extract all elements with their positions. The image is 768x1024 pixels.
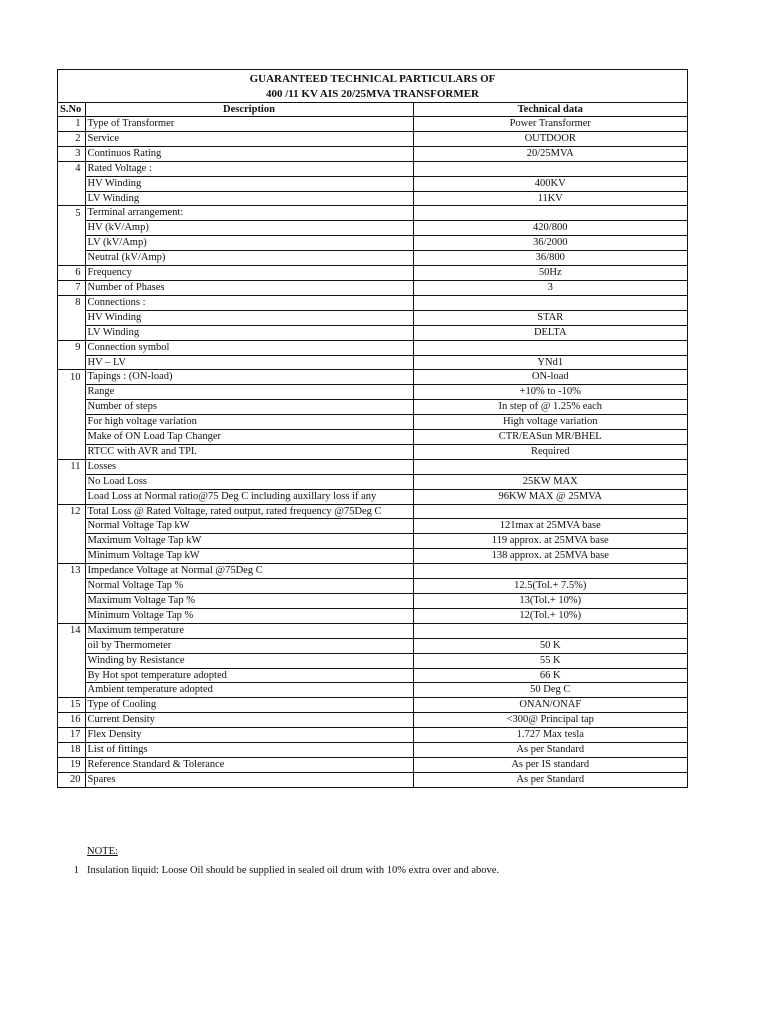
row-number: 17 bbox=[58, 728, 85, 743]
row-technical-data: OUTDOOR bbox=[413, 131, 687, 146]
table-row bbox=[58, 161, 687, 176]
row-number: 6 bbox=[58, 266, 85, 281]
table-row bbox=[58, 698, 687, 713]
row-number: 3 bbox=[58, 146, 85, 161]
row-number: 13 bbox=[58, 564, 85, 579]
row-technical-data: As per IS standard bbox=[413, 757, 687, 772]
table-row bbox=[58, 236, 687, 251]
row-description: Minimum Voltage Tap kW bbox=[85, 549, 413, 564]
row-number: 2 bbox=[58, 131, 85, 146]
row-technical-data bbox=[413, 161, 687, 176]
table-row bbox=[58, 549, 687, 564]
table-row bbox=[58, 668, 687, 683]
row-technical-data: CTR/EASun MR/BHEL bbox=[413, 430, 687, 445]
table-row bbox=[58, 385, 687, 400]
row-description: Load Loss at Normal ratio@75 Deg C including auxillary loss if any bbox=[85, 489, 413, 504]
row-description: HV Winding bbox=[85, 176, 413, 191]
header-description: Description bbox=[85, 103, 413, 117]
row-description: Minimum Voltage Tap % bbox=[85, 608, 413, 623]
note-text: Insulation liquid: Loose Oil should be supplied in sealed oil drum with 10% extra over and above. bbox=[87, 865, 500, 876]
row-technical-data bbox=[413, 564, 687, 579]
row-description: Number of steps bbox=[85, 400, 413, 415]
row-technical-data: 36/800 bbox=[413, 251, 687, 266]
row-technical-data: 13(Tol.+ 10%) bbox=[413, 594, 687, 609]
row-technical-data bbox=[413, 459, 687, 474]
particulars-table bbox=[58, 102, 687, 787]
row-technical-data: ON-load bbox=[413, 370, 687, 385]
table-row bbox=[58, 206, 687, 221]
row-technical-data: As per Standard bbox=[413, 743, 687, 758]
table-row bbox=[58, 266, 687, 281]
row-description: Normal Voltage Tap % bbox=[85, 579, 413, 594]
row-description: Winding by Resistance bbox=[85, 653, 413, 668]
title-line-2: 400 /11 KV AIS 20/25MVA TRANSFORMER bbox=[265, 88, 479, 100]
header-sno: S.No bbox=[58, 103, 85, 117]
table-row bbox=[58, 519, 687, 534]
row-number bbox=[58, 683, 85, 698]
row-technical-data: DELTA bbox=[413, 325, 687, 340]
row-description: List of fittings bbox=[85, 743, 413, 758]
row-technical-data: 138 approx. at 25MVA base bbox=[413, 549, 687, 564]
row-number bbox=[58, 415, 85, 430]
table-row bbox=[58, 579, 687, 594]
row-description: Terminal arrangement: bbox=[85, 206, 413, 221]
row-description: Tapings : (ON-load) bbox=[85, 370, 413, 385]
row-technical-data: 121max at 25MVA base bbox=[413, 519, 687, 534]
row-technical-data: 50 Deg C bbox=[413, 683, 687, 698]
row-number bbox=[58, 444, 85, 459]
row-number bbox=[58, 236, 85, 251]
row-description: Connections : bbox=[85, 295, 413, 310]
note-heading: NOTE: bbox=[87, 846, 118, 857]
row-number bbox=[58, 430, 85, 445]
row-description: LV Winding bbox=[85, 191, 413, 206]
row-description: LV Winding bbox=[85, 325, 413, 340]
row-description: Connection symbol bbox=[85, 340, 413, 355]
row-description: HV – LV bbox=[85, 355, 413, 370]
table-row bbox=[58, 221, 687, 236]
row-description: Flex Density bbox=[85, 728, 413, 743]
row-technical-data: 11KV bbox=[413, 191, 687, 206]
row-number bbox=[58, 400, 85, 415]
row-number bbox=[58, 310, 85, 325]
row-description: Reference Standard & Tolerance bbox=[85, 757, 413, 772]
table-row bbox=[58, 400, 687, 415]
row-number: 14 bbox=[58, 623, 85, 638]
row-number bbox=[58, 474, 85, 489]
table-row bbox=[58, 310, 687, 325]
row-number bbox=[58, 653, 85, 668]
table-row bbox=[58, 638, 687, 653]
table-row bbox=[58, 355, 687, 370]
row-technical-data: 50Hz bbox=[413, 266, 687, 281]
row-description: Losses bbox=[85, 459, 413, 474]
row-description: Frequency bbox=[85, 266, 413, 281]
row-description: Current Density bbox=[85, 713, 413, 728]
header-technical-data: Technical data bbox=[413, 103, 687, 117]
table-row bbox=[58, 594, 687, 609]
table-row bbox=[58, 430, 687, 445]
table-row bbox=[58, 683, 687, 698]
row-number bbox=[58, 489, 85, 504]
notes-section bbox=[57, 846, 697, 876]
row-technical-data: 96KW MAX @ 25MVA bbox=[413, 489, 687, 504]
row-description: Number of Phases bbox=[85, 280, 413, 295]
table-row bbox=[58, 146, 687, 161]
row-technical-data: ONAN/ONAF bbox=[413, 698, 687, 713]
row-number bbox=[58, 385, 85, 400]
row-description: Impedance Voltage at Normal @75Deg C bbox=[85, 564, 413, 579]
row-description: LV (kV/Amp) bbox=[85, 236, 413, 251]
row-number bbox=[58, 221, 85, 236]
table-row bbox=[58, 176, 687, 191]
row-number bbox=[58, 251, 85, 266]
row-technical-data bbox=[413, 623, 687, 638]
row-technical-data: STAR bbox=[413, 310, 687, 325]
row-description: Range bbox=[85, 385, 413, 400]
table-body bbox=[58, 117, 687, 787]
row-description: Make of ON Load Tap Changer bbox=[85, 430, 413, 445]
table-row bbox=[58, 728, 687, 743]
row-technical-data: As per Standard bbox=[413, 772, 687, 786]
row-technical-data: 55 K bbox=[413, 653, 687, 668]
table-row bbox=[58, 295, 687, 310]
row-number bbox=[58, 579, 85, 594]
row-number bbox=[58, 176, 85, 191]
row-number: 19 bbox=[58, 757, 85, 772]
row-technical-data: 3 bbox=[413, 280, 687, 295]
table-row bbox=[58, 743, 687, 758]
row-description: No Load Loss bbox=[85, 474, 413, 489]
row-description: Maximum temperature bbox=[85, 623, 413, 638]
row-technical-data bbox=[413, 206, 687, 221]
row-number bbox=[58, 325, 85, 340]
row-technical-data: 36/2000 bbox=[413, 236, 687, 251]
row-technical-data: YNd1 bbox=[413, 355, 687, 370]
row-description: Continuos Rating bbox=[85, 146, 413, 161]
table-row bbox=[58, 444, 687, 459]
row-number bbox=[58, 668, 85, 683]
row-technical-data: High voltage variation bbox=[413, 415, 687, 430]
row-number: 1 bbox=[58, 117, 85, 132]
row-number: 10 bbox=[58, 370, 85, 385]
row-number: 11 bbox=[58, 459, 85, 474]
row-technical-data: 50 K bbox=[413, 638, 687, 653]
row-technical-data: 119 approx. at 25MVA base bbox=[413, 534, 687, 549]
row-number: 8 bbox=[58, 295, 85, 310]
row-description: RTCC with AVR and TPI. bbox=[85, 444, 413, 459]
row-technical-data: In step of @ 1.25% each bbox=[413, 400, 687, 415]
table-row bbox=[58, 504, 687, 519]
table-row bbox=[58, 757, 687, 772]
technical-particulars-sheet bbox=[57, 69, 688, 788]
row-number bbox=[58, 638, 85, 653]
row-number: 5 bbox=[58, 206, 85, 221]
row-technical-data: Power Transformer bbox=[413, 117, 687, 132]
row-technical-data: 12(Tol.+ 10%) bbox=[413, 608, 687, 623]
row-technical-data bbox=[413, 295, 687, 310]
table-row bbox=[58, 251, 687, 266]
row-description: oil by Thermometer bbox=[85, 638, 413, 653]
row-number bbox=[58, 594, 85, 609]
table-row bbox=[58, 280, 687, 295]
row-description: Type of Transformer bbox=[85, 117, 413, 132]
row-technical-data bbox=[413, 340, 687, 355]
table-row bbox=[58, 653, 687, 668]
row-technical-data: <300@ Principal tap bbox=[413, 713, 687, 728]
row-technical-data: 1.727 Max tesla bbox=[413, 728, 687, 743]
row-description: Spares bbox=[85, 772, 413, 786]
row-description: Rated Voltage : bbox=[85, 161, 413, 176]
row-number bbox=[58, 534, 85, 549]
row-number bbox=[58, 519, 85, 534]
table-row bbox=[58, 489, 687, 504]
table-row bbox=[58, 474, 687, 489]
row-technical-data: Required bbox=[413, 444, 687, 459]
row-technical-data: 25KW MAX bbox=[413, 474, 687, 489]
row-number bbox=[58, 355, 85, 370]
row-technical-data: 420/800 bbox=[413, 221, 687, 236]
table-header-row bbox=[58, 103, 687, 117]
document-title bbox=[58, 70, 687, 102]
table-row bbox=[58, 191, 687, 206]
row-number: 12 bbox=[58, 504, 85, 519]
table-row bbox=[58, 623, 687, 638]
row-description: Neutral (kV/Amp) bbox=[85, 251, 413, 266]
row-technical-data: +10% to -10% bbox=[413, 385, 687, 400]
row-description: Maximum Voltage Tap kW bbox=[85, 534, 413, 549]
table-row bbox=[58, 415, 687, 430]
row-number: 18 bbox=[58, 743, 85, 758]
row-description: Maximum Voltage Tap % bbox=[85, 594, 413, 609]
table-row bbox=[58, 534, 687, 549]
row-description: HV Winding bbox=[85, 310, 413, 325]
row-description: HV (kV/Amp) bbox=[85, 221, 413, 236]
row-technical-data bbox=[413, 504, 687, 519]
table-row bbox=[58, 608, 687, 623]
table-row bbox=[58, 713, 687, 728]
row-description: Ambient temperature adopted bbox=[85, 683, 413, 698]
row-technical-data: 20/25MVA bbox=[413, 146, 687, 161]
table-row bbox=[58, 131, 687, 146]
note-number: 1 bbox=[73, 865, 79, 876]
row-description: Type of Cooling bbox=[85, 698, 413, 713]
row-description: By Hot spot temperature adopted bbox=[85, 668, 413, 683]
table-row bbox=[58, 564, 687, 579]
row-number: 16 bbox=[58, 713, 85, 728]
row-description: Service bbox=[85, 131, 413, 146]
row-technical-data: 66 K bbox=[413, 668, 687, 683]
table-row bbox=[58, 325, 687, 340]
row-description: Normal Voltage Tap kW bbox=[85, 519, 413, 534]
note-list bbox=[57, 865, 697, 876]
table-row bbox=[58, 340, 687, 355]
table-row bbox=[58, 370, 687, 385]
row-number: 20 bbox=[58, 772, 85, 786]
table-row bbox=[58, 772, 687, 786]
row-number: 4 bbox=[58, 161, 85, 176]
row-number: 7 bbox=[58, 280, 85, 295]
table-row bbox=[58, 459, 687, 474]
row-number bbox=[58, 549, 85, 564]
table-row bbox=[58, 117, 687, 132]
row-description: Total Loss @ Rated Voltage, rated output, rated frequency @75Deg C bbox=[85, 504, 413, 519]
row-technical-data: 12.5(Tol.+ 7.5%) bbox=[413, 579, 687, 594]
row-technical-data: 400KV bbox=[413, 176, 687, 191]
row-number: 9 bbox=[58, 340, 85, 355]
title-line-1: GUARANTEED TECHNICAL PARTICULARS OF bbox=[249, 73, 496, 85]
note-item bbox=[57, 865, 697, 876]
row-number bbox=[58, 608, 85, 623]
row-description: For high voltage variation bbox=[85, 415, 413, 430]
row-number: 15 bbox=[58, 698, 85, 713]
row-number bbox=[58, 191, 85, 206]
